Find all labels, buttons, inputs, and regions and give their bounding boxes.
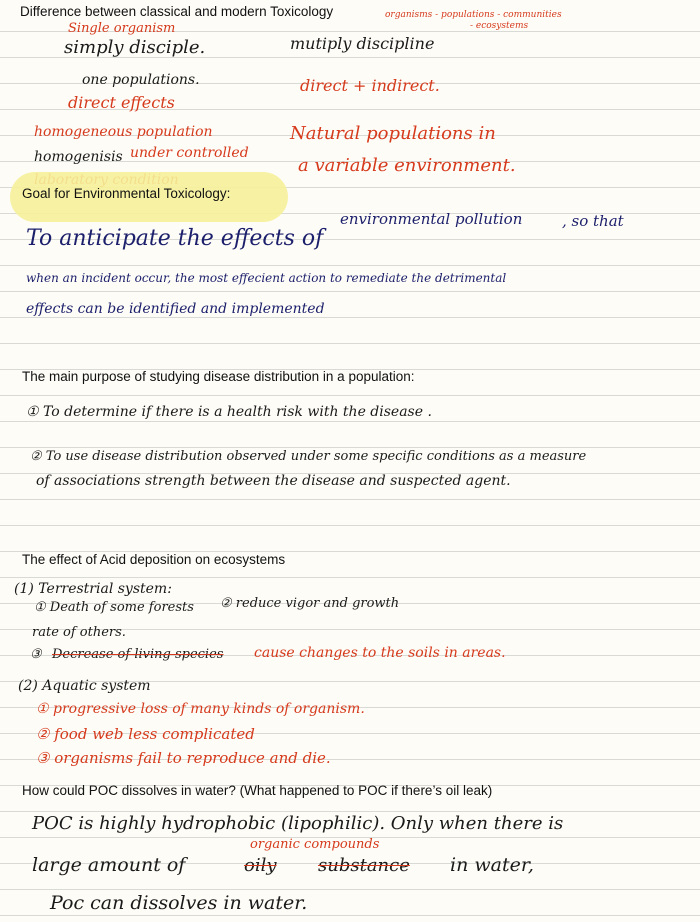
terrestrial-item-2: ② reduce vigor and growth — [220, 596, 400, 611]
aquatic-item-2: ② food web less complicated — [36, 725, 255, 743]
section-title-poc: How could POC dissolves in water? (What happened to POC if there’s oil leak) — [22, 783, 493, 798]
purpose-item-1: ① To determine if there is a health risk with the disease . — [26, 404, 432, 420]
terrestrial-item-3-struck: Decrease of living species — [52, 647, 224, 662]
goal-line-1a: To anticipate the effects of — [26, 226, 324, 251]
aquatic-heading: (2) Aquatic system — [18, 678, 151, 694]
note-organisms-populations: organisms - populations - communities — [385, 10, 562, 20]
terrestrial-item-3-num: ③ — [30, 647, 42, 662]
purpose-item-2b: of associations strength between the disease and suspected agent. — [36, 473, 511, 489]
poc-line-3: Poc can dissolves in water. — [50, 892, 308, 914]
goal-line-3: effects can be identified and implemented — [26, 301, 325, 317]
poc-insert-organic-compounds: organic compounds — [250, 837, 380, 852]
section-title-goal: Goal for Environmental Toxicology: — [22, 186, 231, 201]
note-one-populations: one populations. — [82, 72, 200, 88]
purpose-item-2a: ② To use disease distribution observed under some specific conditions as a measure — [30, 449, 587, 464]
poc-line-2d: in water, — [450, 854, 534, 876]
goal-line-1b: environmental pollution — [340, 210, 523, 228]
poc-line-1: POC is highly hydrophobic (lipophilic). Only when there is — [32, 813, 564, 834]
poc-line-2-struck-oily: oily — [244, 855, 277, 876]
aquatic-item-3: ③ organisms fail to reproduce and die. — [36, 749, 331, 767]
terrestrial-heading: (1) Terrestrial system: — [14, 581, 172, 597]
goal-line-1c: , so that — [562, 212, 624, 230]
terrestrial-item-3-correction: cause changes to the soils in areas. — [254, 645, 506, 661]
note-under-controlled: under controlled — [130, 145, 249, 161]
note-simply-discipline: simply disciple. — [64, 37, 206, 58]
terrestrial-item-1: ① Death of some forests — [34, 600, 194, 615]
aquatic-item-1: ① progressive loss of many kinds of organism. — [36, 701, 365, 717]
note-ecosystems: - ecosystems — [470, 21, 529, 31]
note-single-organism: Single organism — [68, 21, 176, 36]
note-variable-environment: a variable environment. — [298, 155, 516, 176]
note-homogeneous-population: homogeneous population — [34, 124, 213, 140]
section-title-acid-deposition: The effect of Acid deposition on ecosystems — [22, 552, 286, 567]
section-title-disease-distribution: The main purpose of studying disease distribution in a population: — [22, 369, 415, 384]
goal-line-2: when an incident occur, the most effecient action to remediate the detrimental — [26, 271, 507, 285]
note-direct-indirect: direct + indirect. — [300, 76, 440, 95]
poc-line-2-struck-substance: substance — [318, 855, 410, 876]
terrestrial-item-2-cont: rate of others. — [32, 625, 126, 640]
note-multiply-discipline: mutiply discipline — [290, 34, 435, 53]
poc-line-2a: large amount of — [32, 854, 186, 876]
note-homogenisis: homogenisis — [34, 149, 123, 165]
note-natural-populations: Natural populations in — [290, 123, 496, 144]
section-title-classical-vs-modern: Difference between classical and modern Toxicology — [20, 4, 334, 19]
note-direct-effects: direct effects — [68, 93, 175, 112]
